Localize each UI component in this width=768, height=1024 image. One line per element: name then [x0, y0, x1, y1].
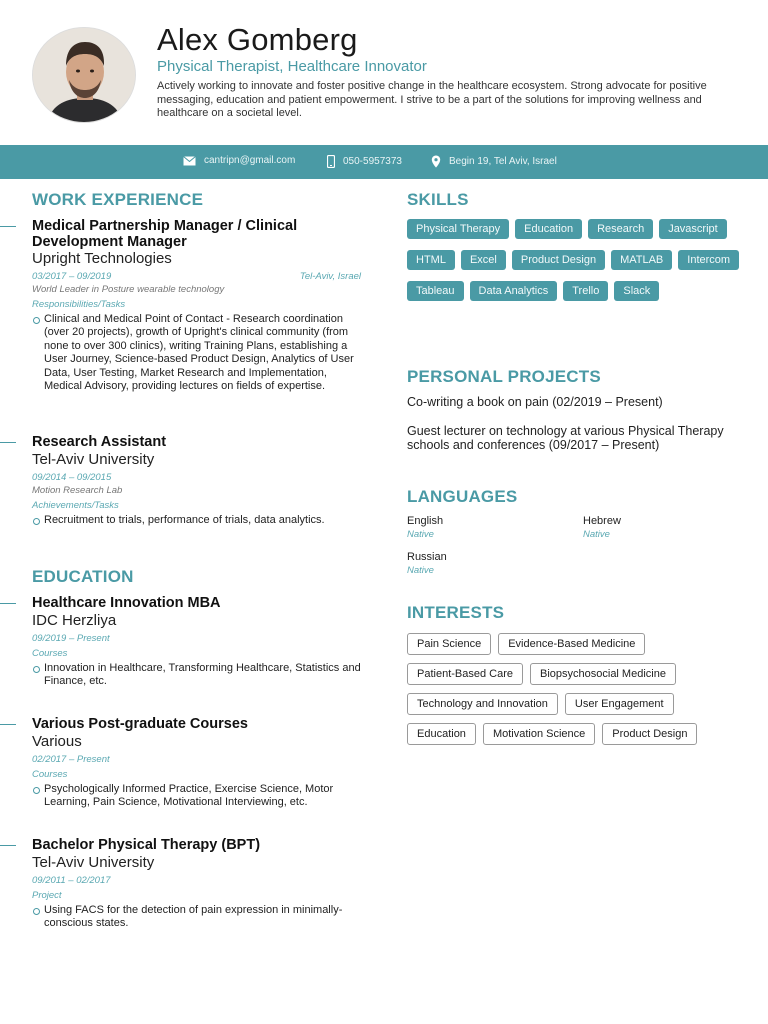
interest-tag: Motivation Science: [483, 723, 595, 745]
education-heading: EDUCATION: [32, 567, 134, 586]
job-location: Tel-Aviv, Israel: [299, 271, 361, 282]
interests-list: [407, 633, 747, 745]
employer-description: Motion Research Lab: [32, 484, 123, 496]
skill-tag: Education: [515, 219, 582, 239]
degree-title: Healthcare Innovation MBA: [32, 595, 221, 611]
employer: Upright Technologies: [32, 250, 172, 267]
degree-title: Bachelor Physical Therapy (BPT): [32, 837, 261, 853]
education-entry: [32, 717, 367, 809]
job-title: Medical Partnership Manager / Clinical Development Manager: [32, 218, 298, 250]
timeline-marker: [0, 226, 16, 227]
job-meta: [32, 270, 367, 283]
job-dates: 03/2017 – 09/2019: [32, 271, 112, 282]
interest-tag: Technology and Innovation: [407, 693, 558, 715]
timeline-marker: [0, 442, 16, 443]
interest-tag: Evidence-Based Medicine: [498, 633, 645, 655]
education-dates: 09/2019 – Present: [32, 632, 110, 644]
contact-address: [431, 155, 557, 168]
task-bullet: Clinical and Medical Point of Contact - Research coordination (over 20 projects), growth of Upright's clinical community (from none to over 300 clinics), writing Training Plans, establishing a User Journey, Science-based Product Design, Analytics of User Data, User Testing, Market Research and Implementation, Medical Advisory, providing lectures on fields of expertise.: [32, 313, 367, 393]
tasks-label: Achievements/Tasks: [32, 499, 119, 511]
education-meta: [32, 874, 367, 887]
phone-icon: [327, 155, 335, 168]
person-subtitle: Physical Therapist, Healthcare Innovator: [157, 58, 427, 75]
skills-heading: SKILLS: [407, 190, 469, 209]
interest-tag: Biopsychosocial Medicine: [530, 663, 676, 685]
avatar-illustration: [33, 28, 136, 123]
interest-tag: Product Design: [602, 723, 697, 745]
skill-tag: Tableau: [407, 281, 464, 301]
project-item: Guest lecturer on technology at various Physical Therapy schools and conferences (09/2017 – Present): [407, 424, 724, 452]
employer: Tel-Aviv University: [32, 450, 155, 468]
institution: Tel-Aviv University: [32, 853, 155, 871]
contact-bar: [0, 145, 768, 179]
job-title: Research Assistant: [32, 434, 167, 450]
skill-tag: Trello: [563, 281, 608, 301]
task-bullet: Recruitment to trials, performance of trials, data analytics.: [32, 514, 367, 527]
timeline-marker: [0, 724, 16, 725]
envelope-icon: [183, 156, 196, 166]
institution: Various: [32, 732, 82, 750]
education-entry: [32, 596, 367, 688]
job-dates: 09/2014 – 09/2015: [32, 471, 112, 483]
job-meta: [32, 471, 367, 484]
interest-tag: Patient-Based Care: [407, 663, 523, 685]
language-name: Russian: [407, 551, 447, 563]
timeline-marker: [0, 845, 16, 846]
work-entry: [32, 219, 367, 393]
skill-tag: Product Design: [512, 250, 605, 270]
skill-tag: Javascript: [659, 219, 727, 239]
work-experience-heading: WORK EXPERIENCE: [32, 190, 204, 209]
language-level: Native: [407, 565, 434, 576]
language-item: [407, 514, 443, 541]
employer-description: World Leader in Posture wearable technology: [32, 284, 225, 295]
course-bullet: Psychologically Informed Practice, Exercise Science, Motor Learning, Pain Science, Motivational Interviewing, etc.: [32, 783, 367, 810]
contact-address-text: Begin 19, Tel Aviv, Israel: [449, 156, 557, 167]
contact-email[interactable]: [183, 155, 295, 166]
institution: IDC Herzliya: [32, 611, 117, 629]
skill-tag: HTML: [407, 250, 455, 270]
skill-tag: Slack: [614, 281, 659, 301]
tasks-label: Responsibilities/Tasks: [32, 299, 126, 310]
language-level: Native: [407, 529, 434, 540]
location-pin-icon: [431, 155, 441, 168]
timeline-marker: [0, 603, 16, 604]
courses-label: Courses: [32, 647, 68, 659]
person-name: Alex Gomberg: [157, 22, 358, 57]
contact-email-text: cantripn@gmail.com: [204, 155, 296, 166]
skill-tag: Physical Therapy: [407, 219, 509, 239]
contact-phone[interactable]: [327, 155, 402, 168]
interest-tag: Pain Science: [407, 633, 491, 655]
language-level: Native: [583, 529, 610, 540]
education-entry: [32, 838, 367, 930]
projects-heading: PERSONAL PROJECTS: [407, 367, 601, 386]
education-meta: [32, 632, 367, 645]
language-name: English: [407, 515, 444, 527]
skill-tag: Data Analytics: [470, 281, 558, 301]
work-entry: [32, 435, 367, 527]
skill-tag: MATLAB: [611, 250, 672, 270]
language-item: [407, 550, 447, 577]
skills-list: [407, 219, 747, 301]
education-dates: 09/2011 – 02/2017: [32, 874, 111, 886]
degree-title: Various Post-graduate Courses: [32, 716, 248, 732]
interests-heading: INTERESTS: [407, 603, 505, 622]
course-bullet: Innovation in Healthcare, Transforming Healthcare, Statistics and Finance, etc.: [32, 662, 367, 689]
language-item: [583, 514, 621, 541]
education-meta: [32, 753, 367, 766]
language-name: Hebrew: [583, 515, 621, 527]
interest-tag: User Engagement: [565, 693, 674, 715]
contact-phone-text: 050-5957373: [343, 156, 402, 167]
skill-tag: Intercom: [678, 250, 739, 270]
skill-tag: Excel: [461, 250, 506, 270]
profile-summary: Actively working to innovate and foster positive change in the healthcare ecosystem. Strong advocate for positive messaging, education and patient empowerment. I strive to be a part of the solutions for improving wellness and healthcare on a societal level.: [157, 80, 707, 119]
education-dates: 02/2017 – Present: [32, 753, 110, 765]
interest-tag: Education: [407, 723, 476, 745]
skill-tag: Research: [588, 219, 653, 239]
courses-label: Courses: [32, 768, 68, 780]
project-bullet: Using FACS for the detection of pain expression in minimally-conscious states.: [32, 904, 367, 931]
languages-heading: LANGUAGES: [407, 487, 518, 506]
profile-photo: [32, 27, 136, 123]
project-item: Co-writing a book on pain (02/2019 – Present): [407, 395, 663, 409]
project-label: Project: [32, 889, 62, 901]
